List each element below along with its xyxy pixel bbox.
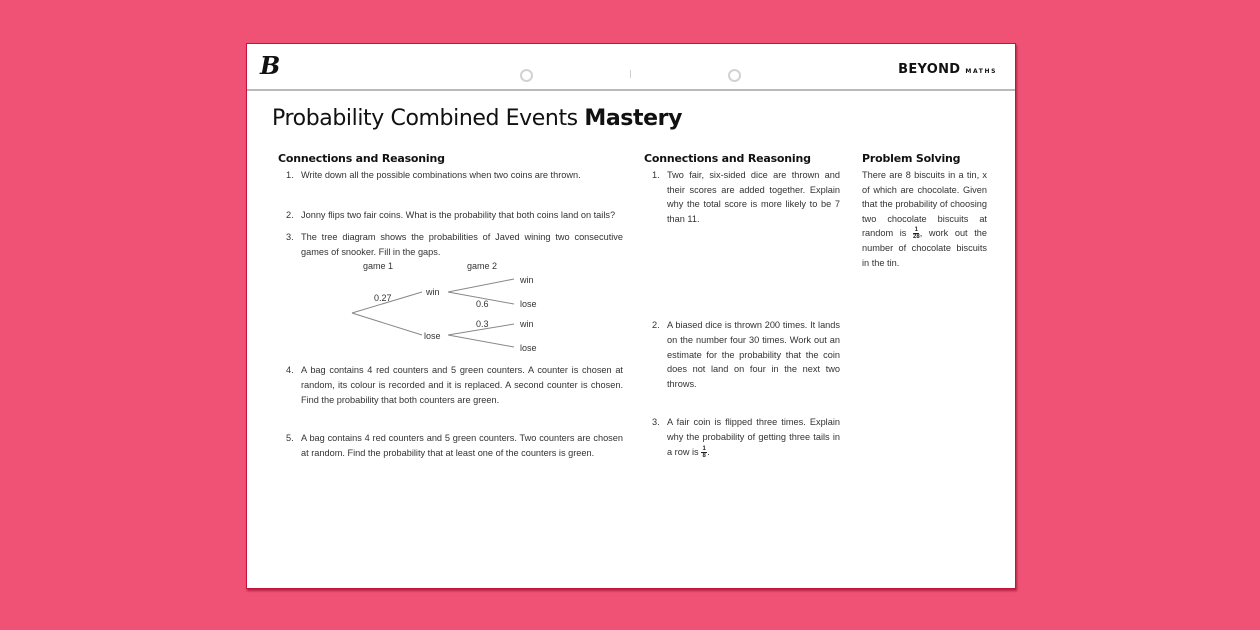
- section-heading: Problem Solving: [862, 152, 961, 165]
- brand-logo: [898, 62, 997, 77]
- worksheet-header: [247, 44, 1015, 91]
- tree-prob-label: 0.27: [374, 293, 392, 304]
- question-number: 4.: [286, 365, 294, 376]
- problem-text-end: , work out the number of chocolate biscuits in the tin.: [862, 228, 987, 268]
- column-connections-reasoning-2: [644, 152, 840, 459]
- question-number: 1.: [286, 170, 294, 180]
- tree-header-game2: game 2: [467, 261, 498, 272]
- branch-win-win: [448, 279, 514, 292]
- tree-outcome-label: win: [426, 287, 440, 298]
- section-heading: Connections and Reasoning: [278, 152, 445, 165]
- question-text-end: .: [707, 446, 710, 457]
- question-number: 2.: [652, 320, 660, 331]
- fraction-denominator: 8: [702, 452, 706, 459]
- fraction-denominator: 28: [913, 234, 920, 241]
- question-item: [278, 431, 623, 460]
- fraction-numerator: 1: [914, 227, 919, 234]
- question-number: 5.: [286, 433, 294, 444]
- tree-outcome-label: lose: [424, 331, 441, 342]
- question-item: [278, 168, 623, 183]
- worksheet-preview: [246, 43, 1016, 589]
- fraction-numerator: 1: [702, 445, 706, 452]
- tree-outcome-label: win: [520, 275, 534, 286]
- beyond-logo-icon: B: [260, 51, 281, 80]
- tree-outcome-label: lose: [520, 343, 537, 354]
- center-fold-mark: [630, 70, 631, 78]
- question-text: Write down all the possible combinations when two coins are thrown.: [301, 170, 581, 180]
- tree-outcome-label: lose: [520, 299, 537, 310]
- column-problem-solving: [862, 152, 987, 270]
- question-text: Jonny flips two fair coins. What is the probability that both coins land on tails?: [301, 209, 616, 220]
- tree-diagram-lines: [278, 259, 623, 355]
- title-bold: Mastery: [584, 106, 683, 131]
- question-item: [644, 318, 840, 391]
- question-text: The tree diagram shows the probabilities of Javed wining two consecutive games of snooker. Fill in the gaps.: [301, 232, 623, 257]
- tree-outcome-label: win: [520, 319, 534, 330]
- question-item: [278, 208, 623, 223]
- punch-hole-icon: [728, 69, 741, 82]
- question-number: 3.: [286, 232, 294, 243]
- question-text: A bag contains 4 red counters and 5 green counters. A counter is chosen at random, its colour is recorded and it is replaced. A second counter is chosen. Find the probability that both counters are green.: [301, 365, 623, 405]
- question-item: [644, 168, 840, 226]
- question-number: 1.: [652, 170, 660, 180]
- question-item: [644, 415, 840, 459]
- branch-game1-lose: [352, 313, 422, 335]
- brand-sub-text: MATHS: [965, 68, 997, 75]
- punch-hole-icon: [520, 69, 533, 82]
- question-item: [278, 230, 623, 259]
- tree-prob-label: 0.6: [476, 299, 489, 310]
- question-number: 2.: [286, 209, 294, 220]
- section-heading: Connections and Reasoning: [644, 152, 811, 165]
- tree-prob-label: 0.3: [476, 319, 489, 330]
- question-number: 3.: [652, 417, 660, 428]
- tree-header-game1: game 1: [363, 261, 394, 272]
- fraction: [913, 227, 920, 240]
- branch-lose-lose: [448, 335, 514, 347]
- question-text: Two fair, six-sided dice are thrown and their scores are added together. Explain why the total score is more likely to be 7 than 11.: [667, 170, 840, 224]
- brand-main-text: BEYOND: [898, 62, 961, 77]
- problem-text-start: There are 8 biscuits in a tin, x of which are chocolate. Given that the probability of choosing two chocolate biscuits at random is: [862, 170, 987, 239]
- column-connections-reasoning-1: [278, 152, 623, 460]
- tree-diagram: [278, 259, 623, 355]
- question-text: A biased dice is thrown 200 times. It lands on the number four 30 times. Work out an estimate for the probability that the coin does not land on four in the next two throws.: [667, 320, 840, 389]
- question-item: [278, 363, 623, 407]
- problem-text: [862, 168, 987, 270]
- worksheet-title: [272, 106, 682, 131]
- title-regular: Probability Combined Events: [272, 106, 578, 131]
- question-text: A bag contains 4 red counters and 5 green counters. Two counters are chosen at random. Find the probability that at least one of the counters is green.: [301, 433, 623, 458]
- question-text: A fair coin is flipped three times. Explain why the probability of getting three tails in a row is: [667, 417, 840, 457]
